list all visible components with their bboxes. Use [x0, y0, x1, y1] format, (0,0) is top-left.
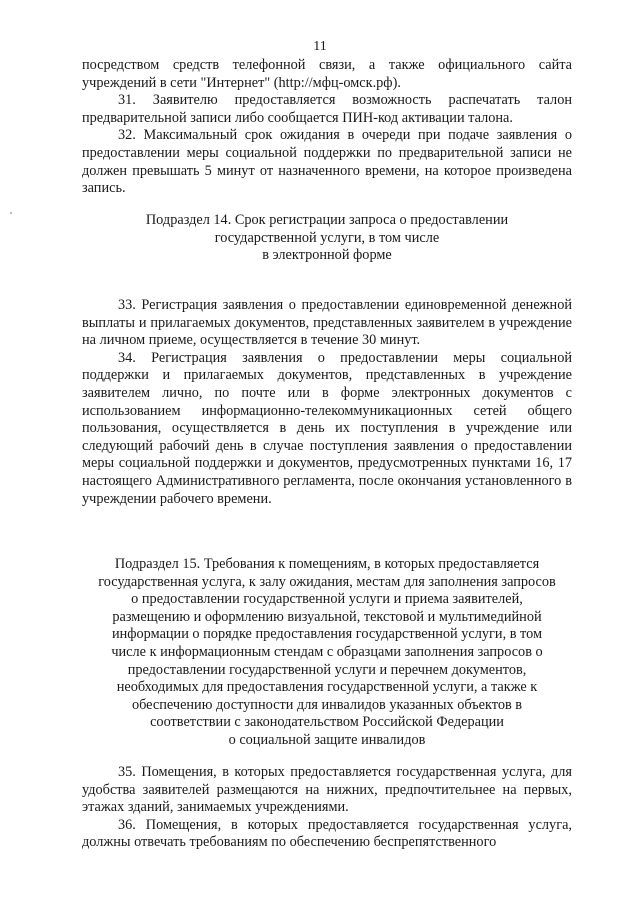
section-15-heading-line: о социальной защите инвалидов	[228, 731, 426, 748]
page-number: 11	[313, 39, 327, 54]
section-15-heading-line: предоставлении государственной услуги и перечнем документов,	[127, 661, 527, 678]
paragraph-group-bottom	[82, 764, 572, 852]
paragraph-group-middle	[82, 297, 572, 508]
scan-margin-mark	[10, 212, 12, 214]
section-15-heading-line: обеспечению доступности для инвалидов указанных объектов в	[131, 696, 523, 713]
paragraph-36: 36. Помещения, в которых предоставляется государственная услуга, должны отвечать требованиям по обеспечению беспрепятственного	[82, 816, 572, 851]
paragraph-33: 33. Регистрация заявления о предоставлении единовременной денежной выплаты и прилагаемых документов, представленных заявителем в учреждение на личном приеме, осуществляется в течение 30 минут.	[82, 297, 572, 349]
paragraph-32: 32. Максимальный срок ожидания в очереди при подаче заявления о предоставлении меры социальной поддержки по предварительной записи не должен превышать 5 минут от назначенного времени, на которое произведена запись.	[82, 127, 572, 197]
section-14-heading-line: государственной услуги, в том числе	[214, 229, 440, 246]
section-14-heading-line: в электронной форме	[262, 247, 392, 264]
section-15-heading-line: информации о порядке предоставления государственной услуги, в том	[111, 626, 543, 643]
paragraph-group-top	[82, 57, 572, 198]
paragraph-35: 35. Помещения, в которых предоставляется государственная услуга, для удобства заявителей размещаются на нижних, предпочтительнее на первых, этажах зданий, занимаемых учреждениями.	[82, 764, 572, 816]
section-15-heading-line: числе к информационным стендам с образцами заполнения запросов о	[111, 643, 543, 660]
section-14-heading	[82, 212, 572, 265]
section-15-heading-line: государственная услуга, к залу ожидания, местам для заполнения запросов	[98, 573, 556, 590]
section-15-heading-line: о предоставлении государственной услуги и приема заявителей,	[131, 591, 523, 608]
paragraph-34: 34. Регистрация заявления о предоставлении меры социальной поддержки и прилагаемых документов, представленных в учреждение заявителем лично, по почте или в форме электронных документов с использованием информационно-телекоммуникационных сетей общего пользования, осуществляется в день их поступления в учреждение или следующий рабочий день в случае поступления заявления о предоставлении меры социальной поддержки и документов, предусмотренных пунктами 16, 17 настоящего Административного регламента, после окончания установленного в учреждении рабочего времени.	[82, 349, 572, 507]
section-15-heading	[82, 556, 572, 750]
section-15-heading-line: Подраздел 15. Требования к помещениям, в которых предоставляется	[114, 556, 540, 572]
section-14-heading-line: Подраздел 14. Срок регистрации запроса о предоставлении	[145, 212, 509, 228]
section-15-heading-line: соответствии с законодательством Российской Федерации	[150, 714, 504, 731]
section-15-heading-block	[82, 556, 572, 750]
section-15-heading-line: необходимых для предоставления государственной услуги, а также к	[116, 679, 538, 696]
paragraph-continuation: посредством средств телефонной связи, а также официального сайта учреждений в сети "Интернет" (http://мфц-омск.рф).	[82, 57, 572, 91]
section-14-heading-block	[82, 212, 572, 265]
paragraph-31: 31. Заявителю предоставляется возможность распечатать талон предварительной записи либо сообщается ПИН-код активации талона.	[82, 92, 572, 126]
section-15-heading-line: размещению и оформлению визуальной, текстовой и мультимедийной	[112, 608, 542, 625]
